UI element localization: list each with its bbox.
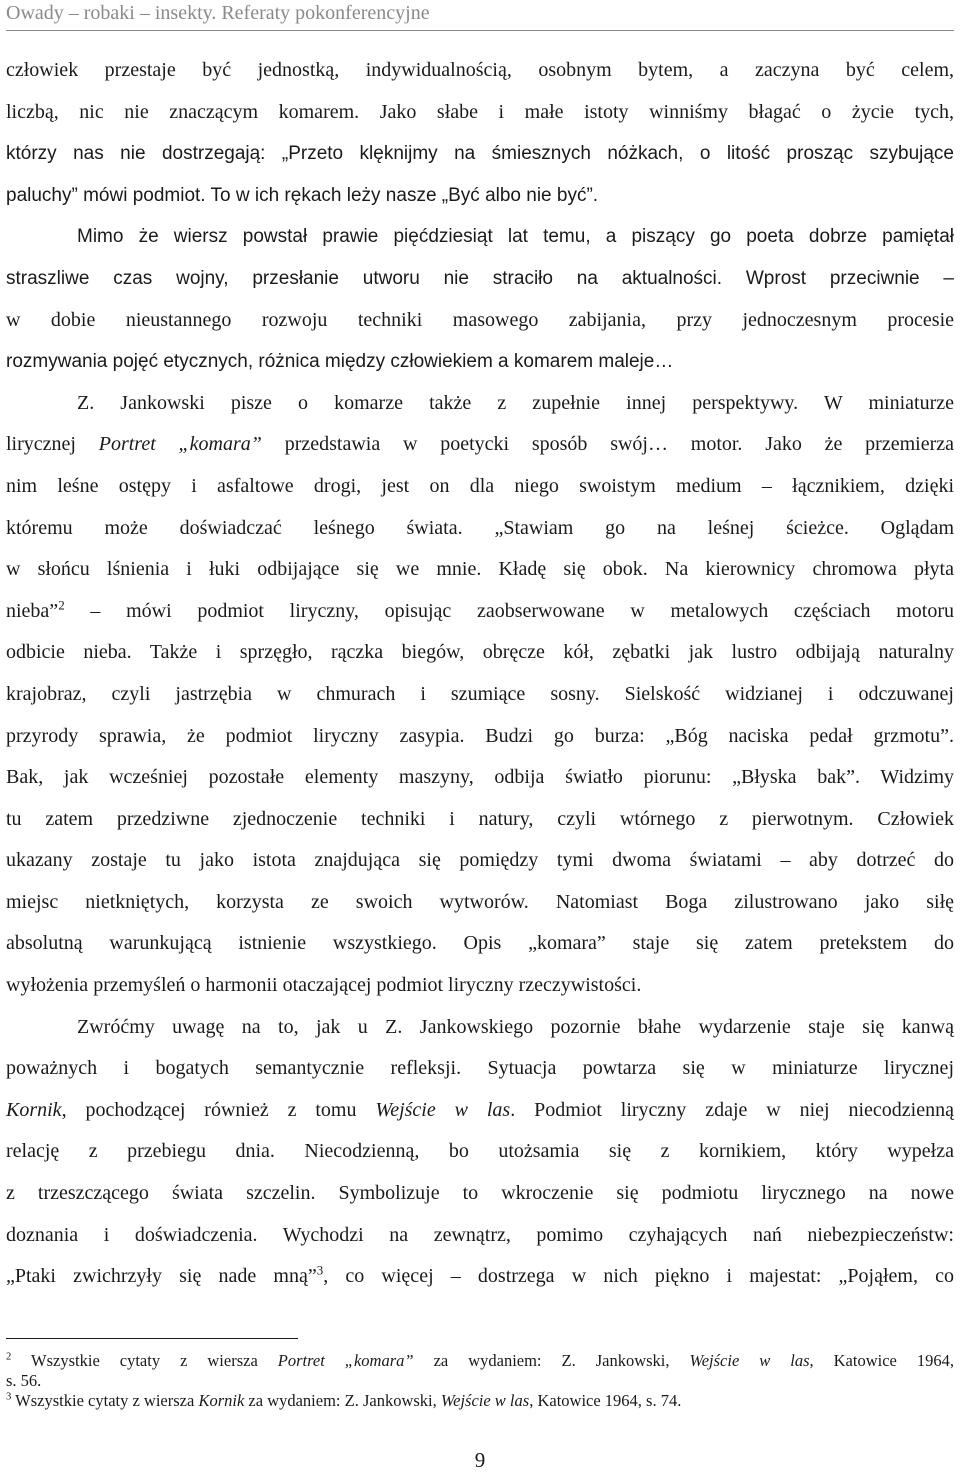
text-run: , co więcej – dostrzega w nich piękno i majestat: „Pojąłem, co: [323, 1265, 955, 1288]
text-line: nim leśne ostępy i asfaltowe drogi, jest on dla niego swoistym medium – łącznikiem, dzięki: [6, 474, 954, 497]
footnote-text: , Katowice 1964, s. 74.: [529, 1391, 682, 1410]
footnote-marker: 3: [6, 1390, 12, 1403]
footnotes: [6, 1351, 954, 1411]
text-line: [6, 424, 954, 466]
text-line: wyłożenia przemyśleń o harmonii otaczającej podmiot liryczny rzeczywistości.: [6, 974, 642, 997]
text-run: . Podmiot liryczny zdaje w niej niecodzienną: [510, 1098, 954, 1121]
text-line: [6, 1256, 954, 1298]
text-line: doznania i doświadczenia. Wychodzi na zewnątrz, pomimo czyhających nań niebezpieczeństw:: [6, 1223, 954, 1246]
paragraph-start: Mimo że wiersz powstał prawie pięćdziesiąt lat temu, a piszący go poeta dobrze pamiętał: [77, 226, 954, 248]
text-run: nieba”: [6, 599, 59, 622]
running-title: Owady – robaki – insekty. Referaty pokonferencyjne: [6, 2, 430, 24]
footnote-title: Kornik: [198, 1391, 245, 1410]
title-italic: Wejście w las: [375, 1098, 511, 1121]
text-line: którzy nas nie dostrzegają: „Przeto klęknijmy na śmiesznych nóżkach, o litość prosząc szybujące: [6, 143, 954, 165]
paragraph-start: Zwróćmy uwagę na to, jak u Z. Jankowskiego pozornie błahe wydarzenie staje się kanwą: [77, 1015, 954, 1038]
footnote-marker: 2: [6, 1350, 12, 1363]
footnote-2: [6, 1351, 954, 1371]
footnote-ref: 2: [58, 597, 65, 613]
text-line: paluchy” mówi podmiot. To w ich rękach leży nasze „Być albo nie być”.: [6, 184, 599, 206]
footnote-2-cont: s. 56.: [6, 1371, 42, 1390]
footnote-text: za wydaniem: Z. Jankowski,: [413, 1351, 690, 1370]
text-line: w dobie nieustannego rozwoju techniki masowego zabijania, przy jednoczesnym procesie: [6, 308, 954, 331]
text-line: miejsc nietkniętych, korzysta ze swoich wytworów. Natomiast Boga zilustrowano jako siłę: [6, 890, 954, 913]
text-line: relację z przebiegu dnia. Niecodzienną, bo utożsamia się z kornikiem, który wypełza: [6, 1140, 954, 1163]
text-run: „Ptaki zwichrzyły się nade mną”: [6, 1265, 317, 1288]
text-line: [6, 591, 954, 633]
paragraph-start: Z. Jankowski pisze o komarze także z zupełnie innej perspektywy. W miniaturze: [77, 391, 954, 414]
text-run: przedstawia w poetycki sposób swój… motor. Jako że przemierza: [261, 433, 954, 456]
text-line: krajobraz, czyli jastrzębia w chmurach i szumiące sosny. Sielskość widzianej i odczuwanej: [6, 682, 954, 705]
running-header: [6, 0, 954, 33]
footnote-ref: 3: [316, 1262, 324, 1278]
page-number: 9: [474, 1448, 486, 1472]
text-line: tu zatem przedziwne zjednoczenie techniki i natury, czyli wtórnego z pierwotnym. Człowiek: [6, 807, 954, 830]
text-line: człowiek przestaje być jednostką, indywidualnością, osobnym bytem, a zaczyna być celem,: [6, 59, 954, 81]
text-line: w słońcu lśnienia i łuki odbijające się we mnie. Kładę się obok. Na kierownicy chromowa płyta: [6, 558, 954, 581]
footnote-3: [6, 1391, 954, 1411]
text-run: – mówi podmiot liryczny, opisując zaobserwowane w metalowych częściach motoru: [64, 599, 954, 622]
footnote-divider: [6, 1338, 298, 1339]
footnote-title: Wejście w las: [689, 1351, 810, 1370]
title-italic: Kornik: [6, 1098, 62, 1121]
text-line: przyrody sprawia, że podmiot liryczny zasypia. Budzi go burza: „Bóg naciska pedał grzmotu”.: [6, 724, 954, 747]
text-line: któremu może doświadczać leśnego świata. „Stawiam go na leśnej ścieżce. Oglądam: [6, 516, 954, 539]
text-line: poważnych i bogatych semantycznie refleksji. Sytuacja powtarza się w miniaturze lirycznej: [6, 1057, 954, 1080]
title-italic: Portret „komara”: [98, 433, 262, 456]
text-run: lirycznej: [6, 433, 99, 456]
footnote-text: , Katowice 1964,: [809, 1351, 954, 1370]
text-line: absolutną warunkującą istnienie wszystkiego. Opis „komara” staje się zatem pretekstem do: [6, 932, 954, 955]
footnote-text: Wszystkie cytaty z wiersza: [11, 1351, 278, 1370]
footnote-title: Portret „komara”: [277, 1351, 414, 1370]
text-line: ukazany zostaje tu jako istota znajdująca się pomiędzy tymi dwoma światami – aby dotrzeć do: [6, 849, 954, 872]
footnote-text: Wszystkie cytaty z wiersza: [11, 1391, 199, 1410]
text-line: rozmywania pojęć etycznych, różnica między człowiekiem a komarem maleje…: [6, 351, 674, 373]
footnote-title: Wejście w las: [440, 1391, 530, 1410]
body-text: [6, 50, 954, 1298]
header-divider: [6, 30, 954, 31]
text-line: liczbą, nic nie znaczącym komarem. Jako słabe i małe istoty winniśmy błagać o życie tych,: [6, 100, 954, 123]
text-line: [6, 1090, 954, 1132]
text-line: odbicie nieba. Także i sprzęgło, rączka biegów, obręcze kół, zębatki jak lustro odbijają naturalny: [6, 641, 954, 664]
text-line: z trzeszczącego świata szczelin. Symbolizuje to wkroczenie się podmiotu lirycznego na nowe: [6, 1182, 954, 1205]
footnote-text: za wydaniem: Z. Jankowski,: [244, 1391, 441, 1410]
text-run: , pochodzącej również z tomu: [61, 1098, 376, 1121]
text-line: straszliwe czas wojny, przesłanie utworu nie straciło na aktualności. Wprost przeciwnie –: [6, 267, 954, 289]
text-line: Bak, jak wcześniej pozostałe elementy maszyny, odbija światło piorunu: „Błyska bak”. Widzimy: [6, 766, 954, 789]
